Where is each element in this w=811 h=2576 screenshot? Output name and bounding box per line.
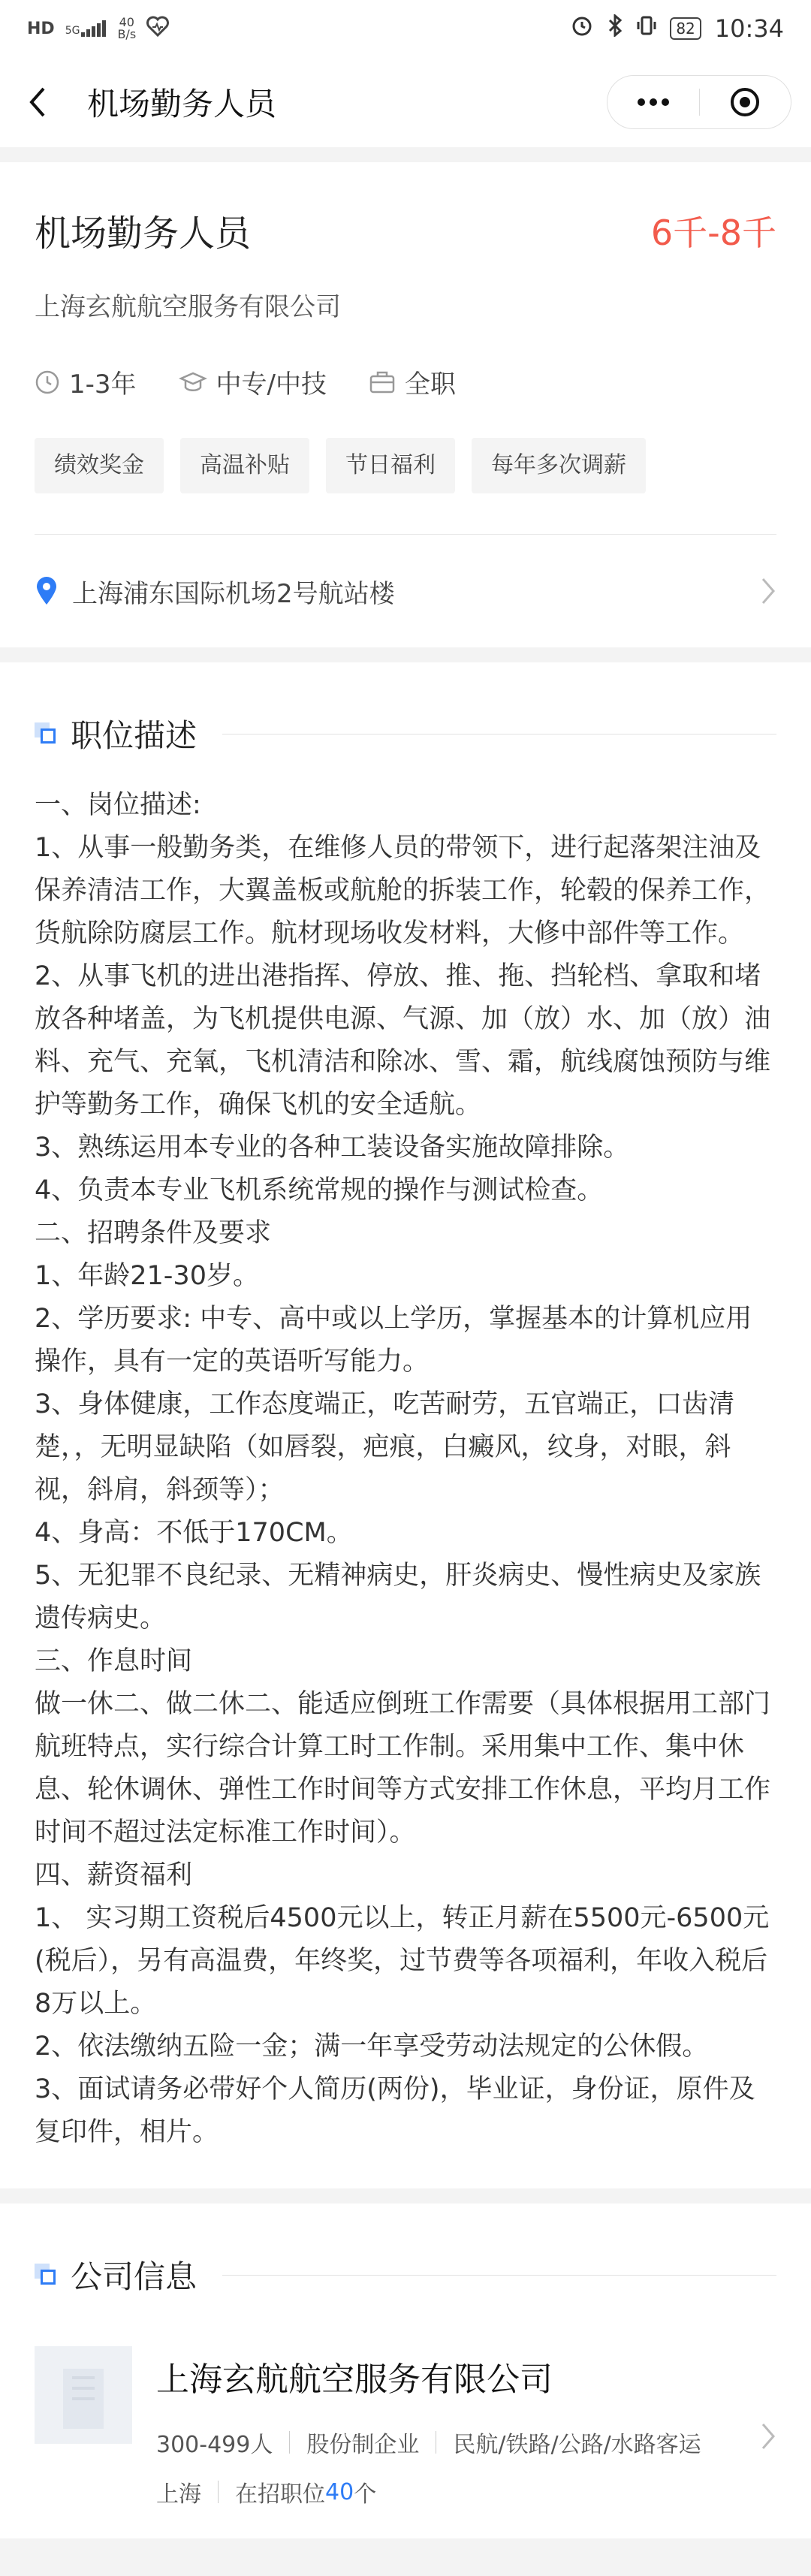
job-type: 全职 bbox=[369, 363, 456, 400]
welfare-tags bbox=[35, 438, 776, 493]
location-row[interactable] bbox=[35, 535, 776, 647]
salary: 6千-8千 bbox=[650, 212, 776, 253]
job-description-card bbox=[0, 662, 811, 2188]
company-name: 上海玄航航空服务有限公司 bbox=[156, 2360, 553, 2399]
health-heart-icon bbox=[146, 16, 169, 41]
network-type: HD bbox=[27, 19, 55, 38]
tag: 绩效奖金 bbox=[35, 438, 164, 493]
battery-level: 82 bbox=[670, 17, 701, 40]
description-line: 4、身高：不低于170CM。 bbox=[35, 1518, 353, 1548]
briefcase-icon bbox=[369, 370, 396, 395]
description-line: 3、面试请务必带好个人简历(两份)，毕业证，身份证，原件及复印件，相片。 bbox=[35, 2074, 755, 2147]
back-arrow-icon[interactable] bbox=[27, 87, 57, 117]
net-speed: 40 B/s bbox=[117, 15, 137, 41]
clock-icon bbox=[35, 370, 60, 395]
tag: 节日福利 bbox=[326, 438, 455, 493]
company-meta bbox=[156, 2426, 745, 2459]
bluetooth-icon bbox=[607, 14, 623, 43]
company-size: 300-499人 bbox=[156, 2432, 273, 2458]
job-title: 机场勤务人员 bbox=[35, 213, 252, 255]
company-city: 上海 bbox=[156, 2481, 201, 2508]
company-meta-2 bbox=[156, 2475, 745, 2508]
more-dots-icon[interactable] bbox=[607, 98, 699, 106]
signal-icon bbox=[65, 20, 107, 37]
nav-bar bbox=[0, 57, 811, 147]
open-positions-label: 在招职位 bbox=[235, 2481, 325, 2508]
open-positions-count: 40 bbox=[325, 2478, 354, 2505]
vibrate-icon bbox=[637, 14, 656, 43]
description-line: 四、薪资福利 bbox=[35, 1860, 193, 1890]
tag: 每年多次调薪 bbox=[472, 438, 646, 493]
close-target-icon[interactable] bbox=[700, 86, 791, 119]
description-line: 1、年龄21-30岁。 bbox=[35, 1261, 259, 1291]
education: 中专/中技 bbox=[179, 363, 327, 400]
company-name: 上海玄航航空服务有限公司 bbox=[35, 292, 341, 322]
alarm-icon bbox=[571, 14, 593, 43]
job-summary-card bbox=[0, 162, 811, 647]
company-logo bbox=[35, 2346, 132, 2444]
description-line: 2、依法缴纳五险一金；满一年享受劳动法规定的公休假。 bbox=[35, 2032, 709, 2062]
open-positions-unit: 个 bbox=[354, 2481, 377, 2508]
status-bar bbox=[0, 0, 811, 57]
description-line: 3、身体健康，工作态度端正，吃苦耐劳，五官端正，口齿清楚，，无明显缺陷（如唇裂，疤痕，白癜风，纹身，对眼，斜视，斜肩，斜颈等）； bbox=[35, 1389, 735, 1505]
section-title: 职位描述 bbox=[71, 717, 197, 754]
section-marker-icon bbox=[35, 722, 57, 745]
clock: 10:34 bbox=[714, 14, 784, 43]
chevron-right-icon bbox=[760, 576, 776, 606]
section-marker-icon bbox=[35, 2264, 57, 2286]
company-industry: 民航/铁路/公路/水路客运 bbox=[453, 2432, 701, 2458]
description-line: 做一休二、做二休二、能适应倒班工作需要（具体根据用工部门航班特点，实行综合计算工时工作制。采用集中工作、集中休息、轮休调休、弹性工作时间等方式安排工作休息，平均月工作时间不超过法定标准工作时间）。 bbox=[35, 1689, 771, 1848]
description-line: 二、招聘条件及要求 bbox=[35, 1218, 272, 1248]
section-title: 公司信息 bbox=[71, 2258, 197, 2295]
experience: 1-3年 bbox=[35, 363, 137, 400]
mini-program-capsule bbox=[607, 75, 791, 129]
description-line: 4、负责本专业飞机系统常规的操作与测试检查。 bbox=[35, 1175, 604, 1205]
signal-label: 5G bbox=[65, 25, 80, 37]
company-info-card bbox=[0, 2203, 811, 2538]
location-pin-icon bbox=[35, 576, 59, 606]
chevron-right-icon bbox=[760, 2421, 776, 2451]
description-line: 1、 实习期工资税后4500元以上，转正月薪在5500元-6500元(税后），另有高温费，年终奖，过节费等各项福利，年收入税后8万以上。 bbox=[35, 1903, 770, 2019]
description-line: 1、从事一般勤务类，在维修人员的带领下，进行起落架注油及保养清洁工作，大翼盖板或航舱的拆装工作，轮毂的保养工作，货航除防腐层工作。航材现场收发材料，大修中部件等工作。 bbox=[35, 833, 771, 949]
tag: 高温补贴 bbox=[180, 438, 309, 493]
graduation-cap-icon bbox=[179, 370, 207, 395]
description-line: 3、熟练运用本专业的各种工装设备实施故障排除。 bbox=[35, 1133, 630, 1163]
description-line: 5、无犯罪不良纪录、无精神病史，肝炎病史、慢性病史及家族遗传病史。 bbox=[35, 1561, 761, 1633]
job-meta bbox=[35, 363, 776, 400]
company-row[interactable] bbox=[35, 2316, 776, 2538]
location-text: 上海浦东国际机场2号航站楼 bbox=[72, 578, 395, 609]
nav-title: 机场勤务人员 bbox=[87, 86, 277, 122]
description-line: 一、岗位描述: bbox=[35, 790, 201, 820]
description-line: 2、学历要求: 中专、高中或以上学历，掌握基本的计算机应用操作，具有一定的英语听写能力。 bbox=[35, 1304, 752, 1377]
description-line: 三、作息时间 bbox=[35, 1646, 193, 1676]
company-ownership: 股份制企业 bbox=[306, 2432, 420, 2458]
description-line: 2、从事飞机的进出港指挥、停放、推、拖、挡轮档、拿取和堵放各种堵盖，为飞机提供电源、气源、加（放）水、加（放）油料、充气、充氧，飞机清洁和除冰、雪、霜，航线腐蚀预防与维护等勤务工作，确保飞机的安全适航。 bbox=[35, 961, 771, 1120]
description-body bbox=[35, 775, 776, 2188]
